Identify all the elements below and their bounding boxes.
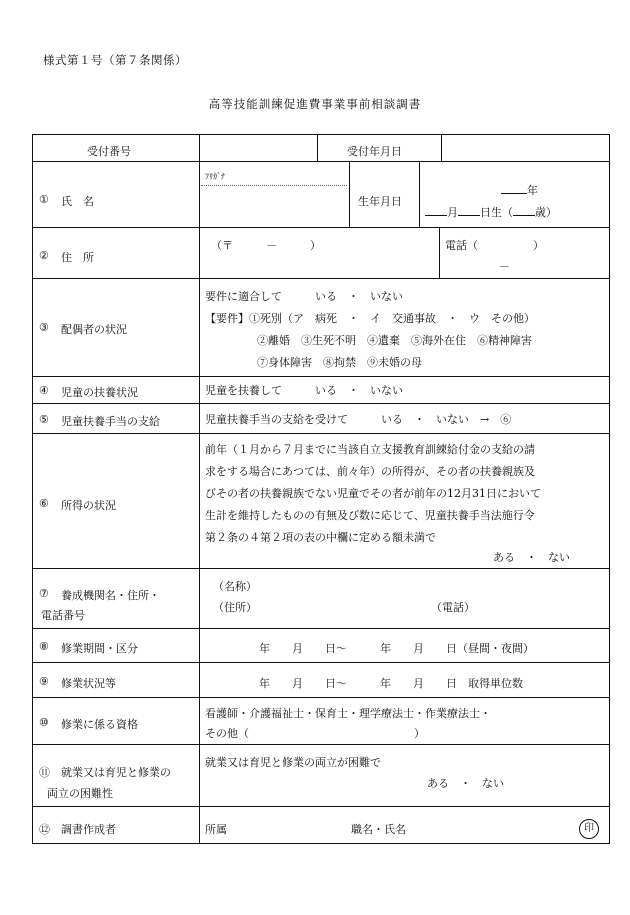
difficulty-text: 就業又は育児と修業の両立が困難で [205, 756, 381, 769]
row-number: ⑪ [39, 766, 50, 779]
income-status-label: 所得の状況 [61, 499, 116, 512]
row-number: ⑦ [39, 587, 49, 600]
qualification-options[interactable]: 看護師・介護福祉士・保育士・理学療法士・作業療法士・ [205, 707, 491, 720]
child-support-status-label: 児童の扶養状況 [61, 386, 138, 399]
reception-date-label: 受付年月日 [347, 145, 402, 158]
address-field[interactable] [205, 253, 435, 273]
difficulty-answer[interactable]: ある ・ ない [427, 777, 504, 790]
income-text-line: 前年（１月から７月までに当該自立支援教育訓練給付金の支給の請 [205, 443, 535, 456]
institution-phone-field[interactable]: （電話） [431, 601, 475, 614]
birth-year[interactable]: 年 [501, 181, 538, 198]
spouse-eligibility[interactable]: 要件に適合して いる ・ いない [205, 290, 403, 303]
row-number: ① [39, 193, 49, 206]
furigana-label: ﾌﾘｶﾞﾅ [205, 172, 225, 181]
consultation-form-table [32, 134, 610, 844]
row-number: ③ [39, 321, 49, 334]
institution-name-field[interactable]: （名称） [213, 580, 257, 593]
name-field[interactable] [205, 191, 341, 221]
reception-number-field[interactable] [223, 141, 303, 157]
study-period-field[interactable]: 年 月 日～ 年 月 日（昼間・夜間） [259, 642, 534, 655]
child-allowance-answer[interactable]: 児童扶養手当の支給を受けて いる ・ いない → ⑥ [205, 413, 512, 426]
row-number: ⑤ [39, 413, 49, 426]
document-title: 高等技能訓練促進費事業事前相談調書 [208, 97, 422, 111]
row-number: ⑫ [39, 823, 50, 836]
reception-number-label: 受付番号 [87, 145, 131, 158]
position-name-field[interactable]: 職名・氏名 [351, 823, 406, 836]
label-column-divider [199, 135, 200, 843]
row-number: ② [39, 249, 49, 262]
study-period-label: 修業期間・区分 [61, 642, 138, 655]
child-support-answer[interactable]: 児童を扶養して いる ・ いない [205, 384, 403, 397]
affiliation-field[interactable]: 所属 [205, 823, 227, 836]
row-number: ⑨ [39, 675, 49, 688]
institution-label-phone: 電話番号 [41, 609, 85, 622]
difficulty-label-cont: 両立の困難性 [47, 787, 113, 800]
row-number: ⑥ [39, 497, 49, 510]
income-text-line: びその者の扶養親族でない児童でその者が前年の12月31日において [205, 487, 541, 500]
address-label: 住 所 [61, 251, 94, 264]
row-number: ⑩ [39, 716, 49, 729]
requirement-line-3[interactable]: ⑦身体障害 ⑧拘禁 ⑨未婚の母 [257, 356, 422, 369]
seal-mark[interactable]: 印 [579, 819, 599, 839]
row-number: ⑧ [39, 640, 49, 653]
income-answer[interactable]: ある ・ ない [493, 551, 570, 564]
difficulty-label: 就業又は育児と修業の [61, 766, 171, 779]
spouse-status-label: 配偶者の状況 [61, 323, 127, 336]
name-label: 氏 名 [61, 195, 94, 208]
postal-code-field[interactable]: （〒 － ） [211, 239, 321, 252]
qualification-label: 修業に係る資格 [61, 718, 138, 731]
phone-dash: － [499, 260, 510, 273]
dob-label: 生年月日 [358, 195, 402, 208]
row-number: ④ [39, 384, 49, 397]
study-status-label: 修業状況等 [61, 677, 116, 690]
preparer-label: 調書作成者 [61, 823, 116, 836]
requirement-line-2[interactable]: ②離婚 ③生死不明 ④遺棄 ⑤海外在住 ⑥精神障害 [257, 334, 532, 347]
child-allowance-label: 児童扶養手当の支給 [61, 415, 160, 428]
institution-address-field[interactable]: （住所） [213, 601, 257, 614]
income-text-line: 生計を維持したものの有無及び数に応じて、児童扶養手当法施行令 [205, 509, 535, 522]
form-number: 様式第１号（第７条関係） [43, 53, 187, 67]
income-text-line: 第２条の４第２項の表の中欄に定める額未満で [205, 531, 436, 544]
study-status-field[interactable]: 年 月 日～ 年 月 日 取得単位数 [259, 677, 523, 690]
birth-date-age[interactable]: 月 日生（ 歳） [425, 203, 557, 220]
institution-label: 養成機関名・住所・ [61, 589, 160, 602]
income-text-line: 求をする場合にあつては、前々年）の所得が、その者の扶養親族及 [205, 465, 535, 478]
reception-date-field[interactable] [453, 141, 593, 157]
qualification-other[interactable]: その他（ ） [205, 727, 425, 740]
requirement-line-1[interactable]: 【要件】①死別（ア 病死 ・ イ 交通事故 ・ ウ その他） [205, 312, 535, 325]
phone-label[interactable]: 電話（ ） [445, 239, 544, 252]
